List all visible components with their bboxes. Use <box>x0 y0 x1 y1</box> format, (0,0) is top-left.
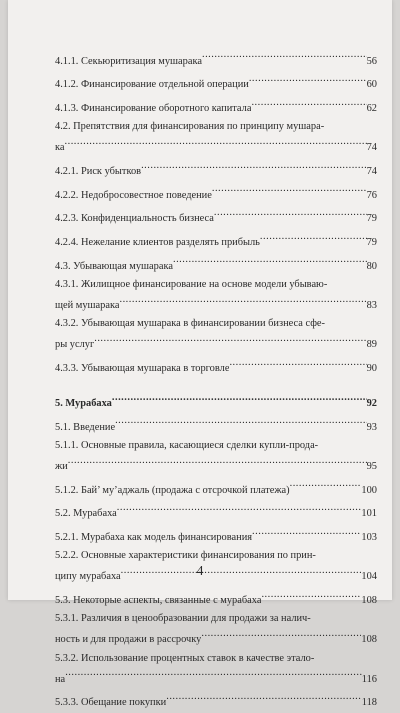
toc-entry <box>55 316 377 353</box>
toc-entry-title: 4.2.3. Конфиденциальность бизнеса <box>55 213 214 225</box>
toc-entry <box>55 119 377 156</box>
toc-entry-title: 5.3. Некоторые аспекты, связанные с мурабаха <box>55 595 262 607</box>
toc-entry-title: 5. Мурабаха <box>55 398 112 410</box>
toc-entry-title-continuation: щей мушарака <box>55 299 120 311</box>
toc-page-number: 108 <box>361 595 377 607</box>
toc-entry <box>55 158 377 179</box>
dot-leader <box>119 292 366 308</box>
toc-page-number: 89 <box>366 339 377 351</box>
toc-entry-title-continuation: ка <box>55 142 65 154</box>
toc-entry-title: 5.2.1. Мурабаха как модель финансирования <box>55 532 253 544</box>
toc-entry-title: 4.2.2. Недобросовестное поведение <box>55 189 212 201</box>
toc-entry-title: 5.3.2. Использование процентных ставок в качестве этало- <box>55 652 315 664</box>
toc-entry-title: 4.3.1. Жилищное финансирование на основе модели убываю- <box>55 278 328 290</box>
dot-leader <box>65 135 367 151</box>
dot-leader <box>252 525 361 541</box>
toc-page-number: 83 <box>366 299 377 311</box>
toc-entry-title: 5.3.3. Обещание покупки <box>55 697 167 709</box>
toc-entry <box>55 525 377 546</box>
toc-page-number: 74 <box>366 165 377 177</box>
toc-page-number: 76 <box>366 189 377 201</box>
dot-leader <box>290 477 362 493</box>
toc-entry <box>55 206 377 227</box>
toc-page-number: 100 <box>361 484 377 496</box>
toc-entry <box>55 253 377 274</box>
toc-page-number: 74 <box>366 142 377 154</box>
toc-page-number: 118 <box>361 697 377 709</box>
toc-entry-title: 4.3.3. Убывающая мушарака в торговле <box>55 362 230 374</box>
toc-entry-title-continuation: ципу мурабаха <box>55 571 121 583</box>
toc-entry-title: 5.1.1. Основные правила, касающиеся сделки купли-прода- <box>55 439 319 451</box>
book-page <box>8 0 392 709</box>
dot-leader <box>251 95 366 111</box>
toc-page-number: 56 <box>366 55 377 67</box>
dot-leader <box>166 690 362 706</box>
toc-page-number: 60 <box>366 79 377 91</box>
dot-leader <box>115 414 367 430</box>
table-of-contents <box>55 48 377 713</box>
toc-entry <box>55 501 377 522</box>
toc-entry <box>55 588 377 609</box>
page-number: 4 <box>196 564 204 579</box>
toc-entry-title: 4.2.1. Риск убытков <box>55 165 142 177</box>
toc-entry <box>55 414 377 435</box>
toc-entry-title: 4.3. Убывающая мушарака <box>55 260 173 272</box>
dot-leader <box>141 158 367 174</box>
toc-entry-title: 4.2. Препятствия для финансирования по принципу мушара- <box>55 121 325 133</box>
dot-leader <box>214 206 367 222</box>
dot-leader <box>65 666 362 682</box>
toc-entry <box>55 95 377 116</box>
toc-entry <box>55 477 377 498</box>
toc-page-number: 95 <box>366 461 377 473</box>
dot-leader <box>201 627 361 643</box>
dot-leader <box>261 588 361 604</box>
toc-entry-title: 5.2. Мурабаха <box>55 508 117 520</box>
dot-leader <box>229 355 366 371</box>
toc-entry <box>55 690 377 711</box>
toc-entry <box>55 355 377 376</box>
toc-entry <box>55 72 377 93</box>
toc-entry <box>55 182 377 203</box>
toc-entry <box>55 391 377 412</box>
toc-page-number: 79 <box>366 237 377 248</box>
toc-page-number: 104 <box>361 571 377 583</box>
dot-leader <box>68 454 367 470</box>
dot-leader <box>94 332 366 348</box>
toc-page-number: 108 <box>361 634 377 646</box>
dot-leader <box>112 391 367 407</box>
toc-entry <box>55 651 377 688</box>
toc-entry-title: 5.2.2. Основные характеристики финансирования по прин- <box>55 550 316 562</box>
toc-entry-title: 4.2.4. Нежелание клиентов разделять прибыль <box>55 237 260 248</box>
toc-entry-title: 5.1. Введение <box>55 421 116 433</box>
toc-page-number: 80 <box>366 260 377 272</box>
dot-leader <box>249 72 367 88</box>
toc-page-number: 62 <box>366 102 377 114</box>
toc-entry-title: 5.1.2. Бай’ му’аджаль (продажа с отсрочкой платежа) <box>55 484 290 496</box>
toc-entry-title: 4.1.2. Финансирование отдельной операции <box>55 79 249 91</box>
toc-entry <box>55 438 377 475</box>
toc-page-number: 93 <box>366 421 377 433</box>
toc-entry <box>55 277 377 314</box>
toc-entry-title: 4.1.1. Секьюритизация мушарака <box>55 55 202 67</box>
toc-page-number: 116 <box>361 673 377 685</box>
toc-entry-title-continuation: ры услуг <box>55 339 95 351</box>
toc-page-number: 103 <box>361 532 377 544</box>
toc-page-number: 90 <box>366 362 377 374</box>
toc-entry-title: 4.3.2. Убывающая мушарака в финансировании бизнеса сфе- <box>55 318 325 330</box>
dot-leader <box>117 501 362 517</box>
toc-entry <box>55 611 377 648</box>
dot-leader <box>202 48 367 64</box>
toc-page-number: 92 <box>366 398 377 410</box>
toc-entry <box>55 229 377 250</box>
toc-entry-title-continuation: жи <box>55 461 68 473</box>
toc-page-number: 79 <box>366 213 377 225</box>
toc-entry <box>55 48 377 69</box>
toc-entry-title: 5.3.1. Различия в ценообразовании для продажи за налич- <box>55 613 311 625</box>
toc-page-number: 101 <box>361 508 377 520</box>
dot-leader <box>173 253 367 269</box>
toc-entry-title-continuation: ность и для продажи в рассрочку <box>55 634 202 646</box>
toc-entry-title: 4.1.3. Финансирование оборотного капитала <box>55 102 252 114</box>
dot-leader <box>212 182 367 198</box>
toc-entry-title-continuation: на <box>55 673 66 685</box>
dot-leader <box>260 229 367 245</box>
